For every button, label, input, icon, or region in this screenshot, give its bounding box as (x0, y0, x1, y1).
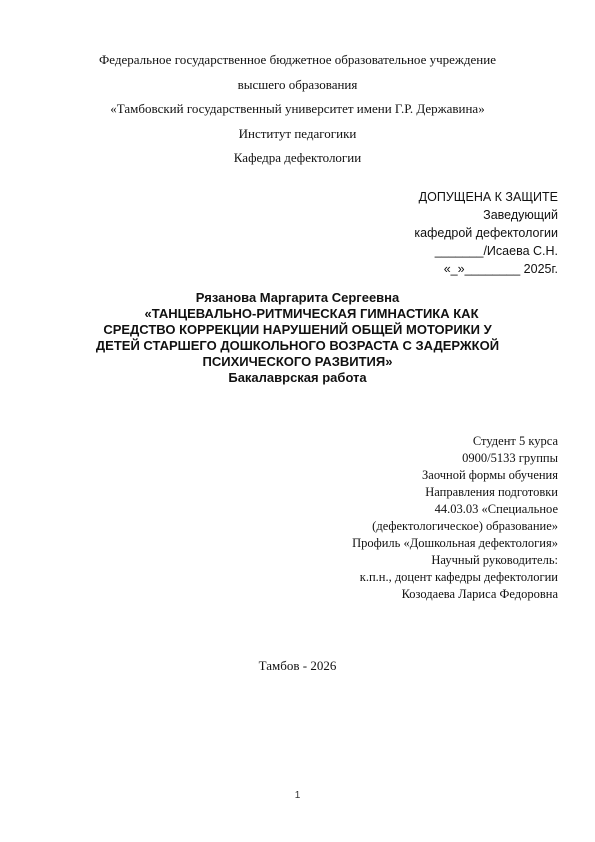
institution-line-1: Федеральное государственное бюджетное образовательное учреждение (99, 52, 496, 67)
work-title-line-1: «ТАНЦЕВАЛЬНО-РИТМИЧЕСКАЯ ГИМНАСТИКА КАК (144, 306, 479, 321)
institute-name: Институт педагогики (238, 126, 357, 141)
approval-role: Заведующий (483, 208, 558, 222)
study-direction-name: (дефектологическое) образование» (372, 519, 558, 533)
study-direction-code: 44.03.03 «Специальное (434, 502, 558, 516)
university-name: «Тамбовский государственный университет имени Г.Р. Державина» (110, 101, 485, 116)
approval-signature: _______/Исаева С.Н. (434, 244, 558, 258)
supervisor-name: Козодаева Лариса Федоровна (401, 587, 558, 601)
work-title-line-2: СРЕДСТВО КОРРЕКЦИИ НАРУШЕНИЙ ОБЩЕЙ МОТОРИКИ У (103, 322, 492, 337)
approval-department: кафедрой дефектологии (414, 226, 558, 240)
student-group: 0900/5133 группы (462, 451, 558, 465)
page-number: 1 (294, 790, 301, 801)
work-type: Бакалаврская работа (228, 370, 367, 385)
study-direction-label: Направления подготовки (425, 485, 558, 499)
work-title-line-3: ДЕТЕЙ СТАРШЕГО ДОШКОЛЬНОГО ВОЗРАСТА С ЗАДЕРЖКОЙ (95, 338, 500, 353)
student-course: Студент 5 курса (472, 434, 558, 448)
department-name: Кафедра дефектологии (233, 150, 362, 165)
approval-title: ДОПУЩЕНА К ЗАЩИТЕ (418, 190, 558, 204)
study-form: Заочной формы обучения (422, 468, 558, 482)
approval-date: «_»________ 2025г. (443, 262, 558, 276)
supervisor-position: к.п.н., доцент кафедры дефектологии (359, 570, 558, 584)
city-year: Тамбов - 2026 (258, 658, 337, 673)
supervisor-label: Научный руководитель: (431, 553, 558, 567)
institution-line-2: высшего образования (237, 77, 358, 92)
work-title-line-4: ПСИХИЧЕСКОГО РАЗВИТИЯ» (202, 354, 393, 369)
study-profile: Профиль «Дошкольная дефектология» (352, 536, 558, 550)
author-name: Рязанова Маргарита Сергеевна (195, 290, 400, 305)
